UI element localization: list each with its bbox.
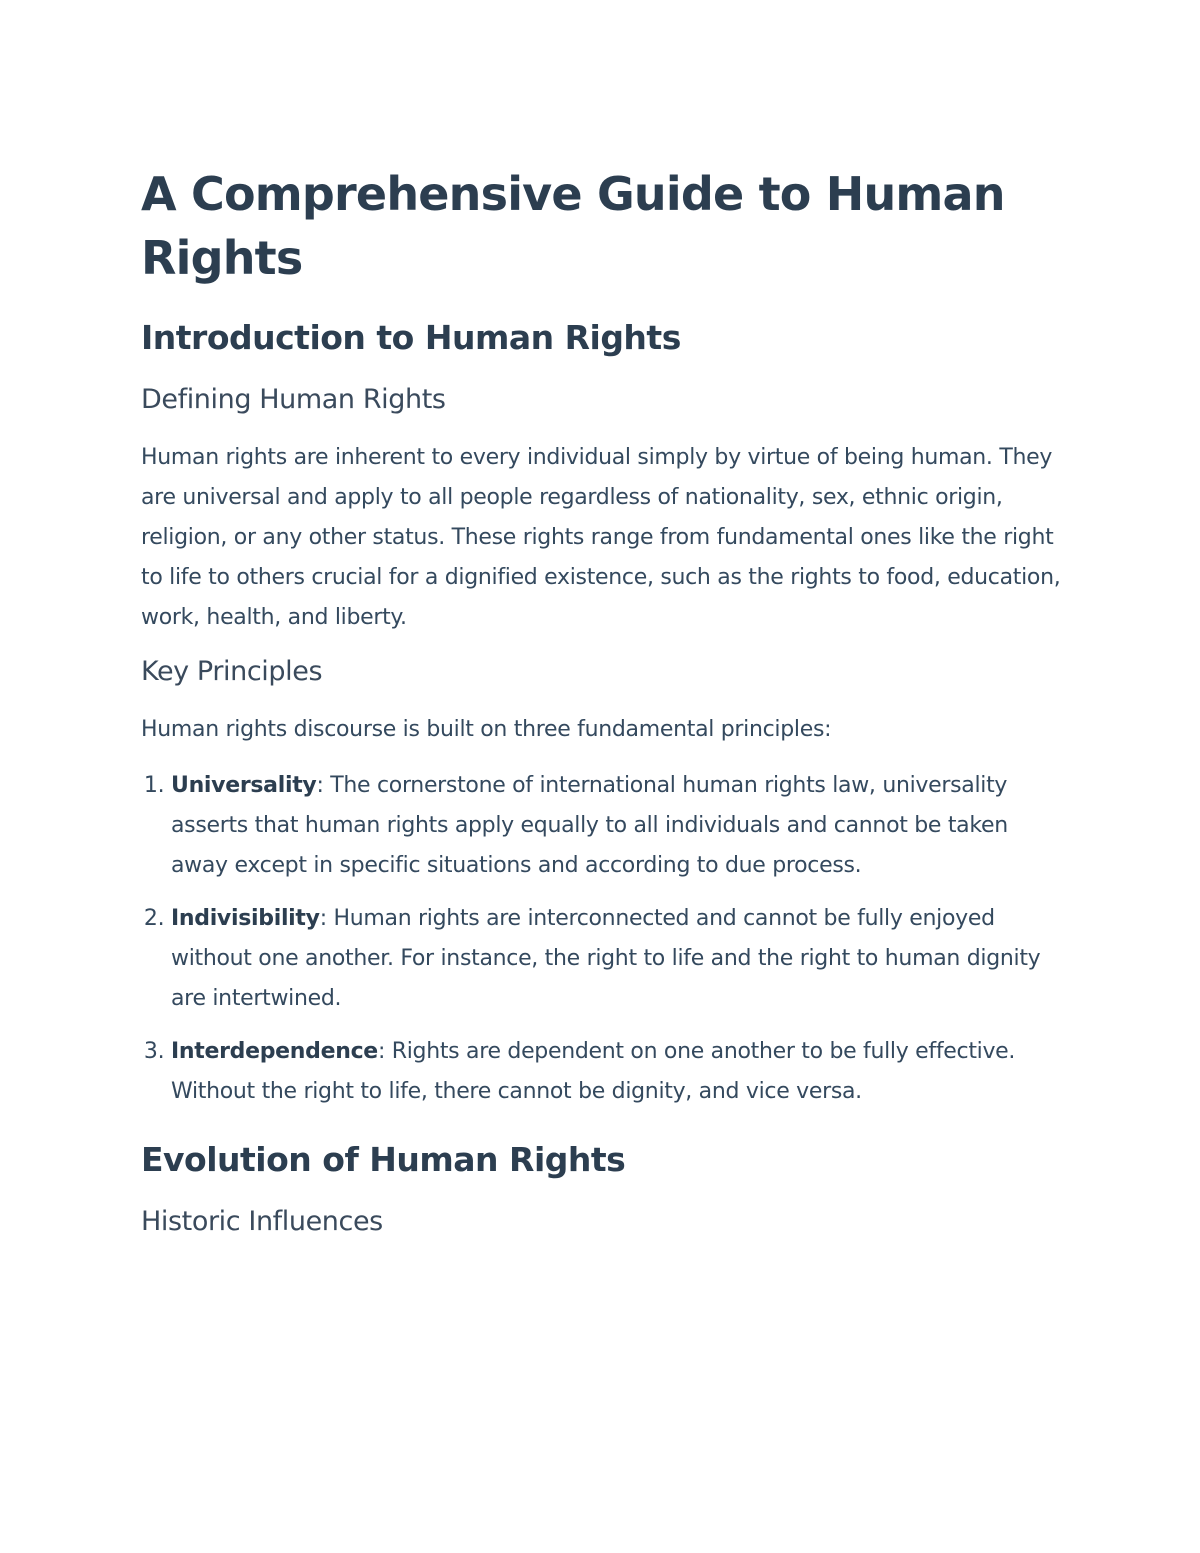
list-item-text: : Rights are dependent on one another to be fully effective. Without the right to life, there cannot be dignity, and vice versa. [171, 1039, 1016, 1104]
section-heading-introduction: Introduction to Human Rights [141, 318, 681, 357]
subsection-heading-historic: Historic Influences [141, 1206, 383, 1237]
list-item [171, 899, 1061, 1019]
list-item-text: : The cornerstone of international human rights law, universality asserts that human rights apply equally to all individuals and cannot be taken away except in specific situations and according to due process. [171, 773, 1008, 878]
subsection-heading-defining: Defining Human Rights [141, 384, 446, 415]
list-item-term: Interdependence [171, 1039, 378, 1064]
paragraph-defining: Human rights are inherent to every individual simply by virtue of being human. They are universal and apply to all people regardless of nationality, sex, ethnic origin, religion, or any other status. These rights range from fundamental ones like the right to life to others crucial for a dignified existence, such as the rights to food, education, work, health, and liberty. [141, 445, 1061, 630]
subsection-heading-key-principles: Key Principles [141, 656, 323, 687]
paragraph-key-principles: Human rights discourse is built on three fundamental principles: [141, 717, 832, 742]
document-title: A Comprehensive Guide to Human Rights [141, 167, 1005, 285]
list-item [171, 766, 1061, 886]
section-heading-evolution: Evolution of Human Rights [141, 1140, 626, 1179]
list-item-text: : Human rights are interconnected and cannot be fully enjoyed without one another. For instance, the right to life and the right to human dignity are intertwined. [171, 906, 1041, 1011]
list-item-term: Indivisibility [171, 906, 320, 931]
list-item-term: Universality [171, 773, 317, 798]
list-item [171, 1032, 1061, 1112]
principles-list [141, 766, 1061, 1112]
document-page [141, 162, 1061, 1260]
